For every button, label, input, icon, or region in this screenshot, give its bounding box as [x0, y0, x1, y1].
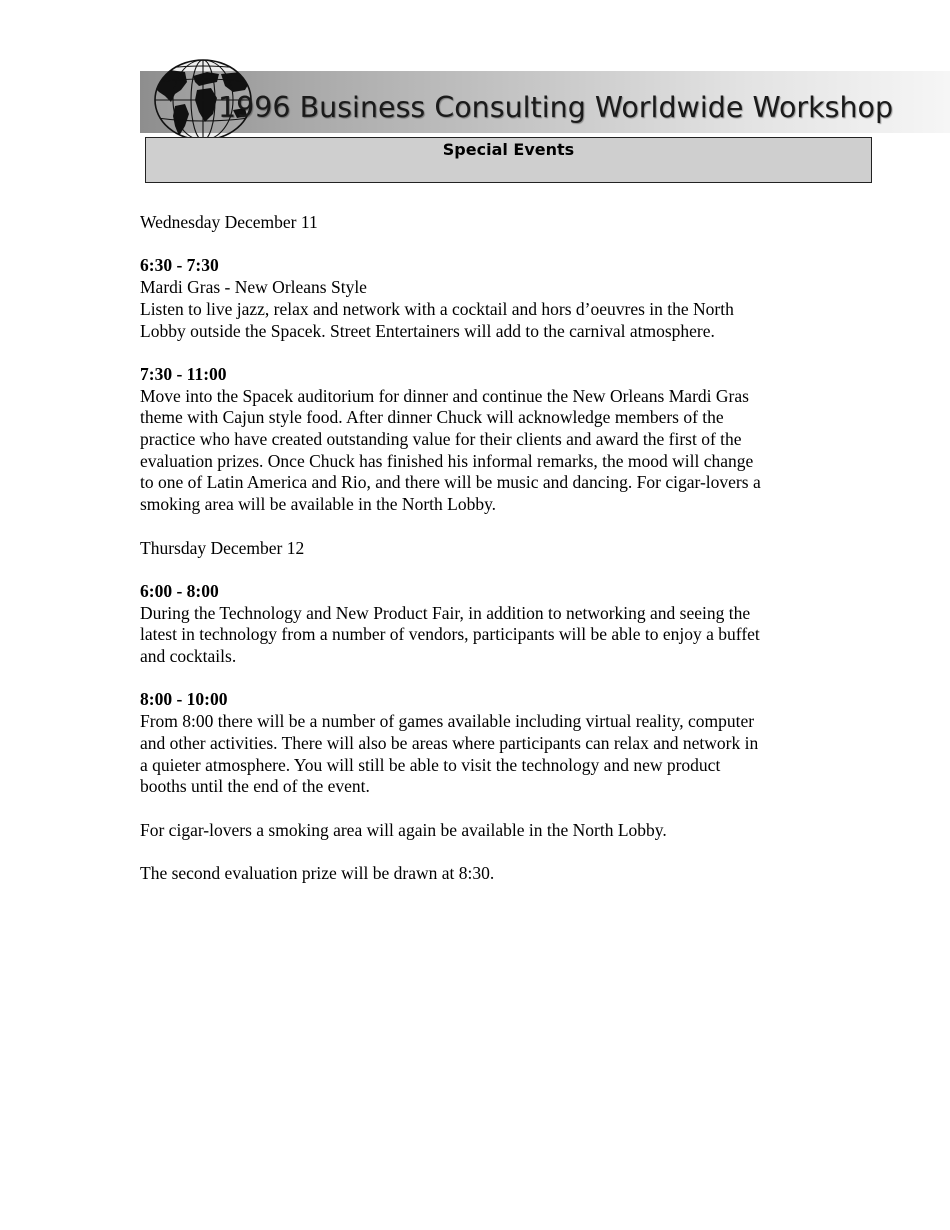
event-time: 7:30 - 11:00	[140, 363, 227, 384]
note-paragraph: The second evaluation prize will be drawn at 8:30.	[140, 862, 495, 883]
event-block	[140, 364, 830, 516]
event-text-line: Listen to live jazz, relax and network with a cocktail and hors d’oeuvres in the North	[140, 298, 734, 319]
day-heading: Wednesday December 11	[140, 212, 318, 232]
event-text-line: theme with Cajun style food. After dinner Chuck will acknowledge members of the	[140, 407, 724, 428]
event-text-line: During the Technology and New Product Fair, in addition to networking and seeing the	[140, 602, 751, 623]
section-heading: Special Events	[442, 140, 575, 159]
document-body	[140, 212, 830, 906]
event-time: 6:30 - 7:30	[140, 255, 219, 276]
event-text-line: latest in technology from a number of vendors, participants will be able to enjoy a buffet	[140, 624, 760, 645]
event-title: Mardi Gras - New Orleans Style	[140, 277, 367, 298]
event-text-line: booths until the end of the event.	[140, 776, 370, 797]
event-text-line: and cocktails.	[140, 646, 237, 666]
event-time: 6:00 - 8:00	[140, 580, 219, 601]
day-heading: Thursday December 12	[140, 537, 305, 558]
event-text-line: and other activities. There will also be areas where participants can relax and network in	[140, 732, 759, 753]
event-text-line: to one of Latin America and Rio, and there will be music and dancing. For cigar-lovers a	[140, 472, 761, 493]
workshop-title: 1996 Business Consulting Worldwide Workshop	[218, 91, 894, 124]
event-text-line: Move into the Spacek auditorium for dinner and continue the New Orleans Mardi Gras	[140, 385, 749, 406]
event-block	[140, 689, 830, 798]
event-block	[140, 255, 830, 342]
event-text-line: practice who have created outstanding value for their clients and award the first of the	[140, 429, 742, 449]
note-paragraph: For cigar-lovers a smoking area will again be available in the North Lobby.	[140, 819, 667, 840]
event-text-line: smoking area will be available in the North Lobby.	[140, 494, 497, 515]
event-text-line: a quieter atmosphere. You will still be able to visit the technology and new product	[140, 754, 721, 775]
event-block	[140, 581, 830, 668]
subtitle-box	[145, 137, 872, 183]
event-text-line: From 8:00 there will be a number of games available including virtual reality, computer	[140, 711, 755, 732]
event-text-line: evaluation prizes. Once Chuck has finished his informal remarks, the mood will change	[140, 450, 754, 471]
event-text-line: Lobby outside the Spacek. Street Entertainers will add to the carnival atmosphere.	[140, 320, 715, 341]
event-time: 8:00 - 10:00	[140, 689, 228, 710]
